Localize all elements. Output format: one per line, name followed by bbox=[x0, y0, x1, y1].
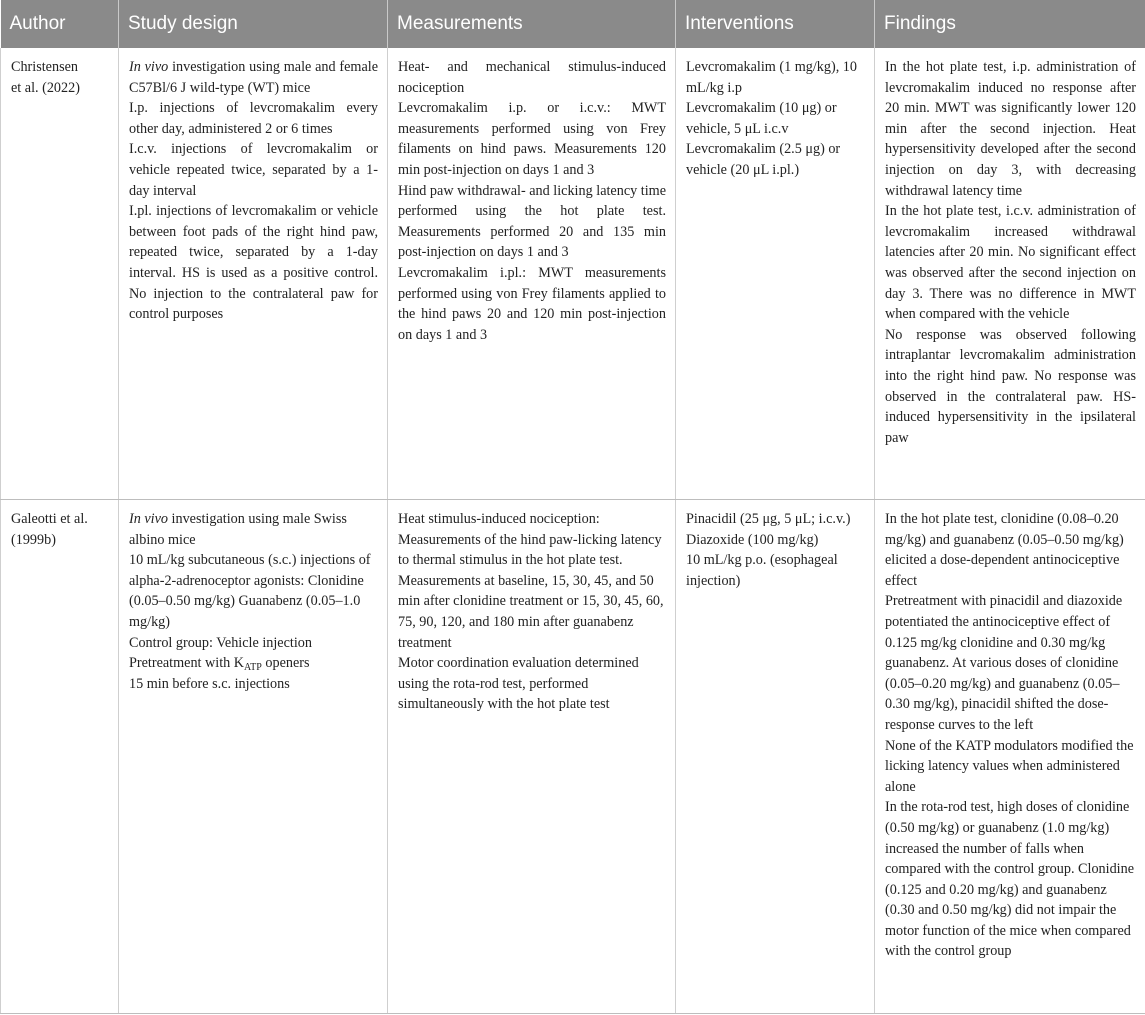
cell-author bbox=[1, 500, 119, 1014]
cell-measurements bbox=[388, 48, 676, 500]
cell-study-design bbox=[119, 500, 388, 1014]
measurement-line: Heat stimulus-induced nociception: Measurements of the hind paw-licking latency to thermal stimulus in the hot plate test. Measurements at baseline, 15, 30, 45, and 50 min after clonidine treatment or 15, 30, 45, 60, 75, 90, 120, and 180 min after guanabenz treatment bbox=[398, 511, 664, 651]
header-row bbox=[1, 0, 1145, 48]
measurement-line: Heat- and mechanical stimulus-induced nociception bbox=[398, 59, 666, 96]
intervention-line: Levcromakalim (2.5 μg) or vehicle (20 μL i.pl.) bbox=[686, 141, 841, 178]
finding-line: In the hot plate test, clonidine (0.08–0.20 mg/kg) and guanabenz (0.05–0.50 mg/kg) elicited a dose-dependent antinociceptive effect bbox=[885, 511, 1124, 589]
finding-line: In the rota-rod test, high doses of clonidine (0.50 mg/kg) or guanabenz (1.0 mg/kg) increased the number of falls when compared with the control group. Clonidine (0.125 and 0.20 mg/kg) and guanabenz (0.30 and 0.50 mg/kg) did not impair the motor function of the mice when compared with the control group bbox=[885, 799, 1135, 960]
in-vivo-label: In vivo bbox=[129, 59, 169, 75]
finding-line: In the hot plate test, i.p. administration of levcromakalim induced no response after 20 min. MWT was significantly lower 120 min after the second injection. Heat hypersensitivity developed after the second injection on day 3, with decreasing withdrawal latency time bbox=[885, 59, 1136, 199]
header-interventions: Interventions bbox=[676, 0, 875, 48]
cell-findings bbox=[875, 48, 1145, 500]
study-design-line: I.c.v. injections of levcromakalim or vehicle repeated twice, separated by a 1-day interval bbox=[129, 141, 378, 199]
katp-prefix: Pretreatment with K bbox=[129, 655, 245, 672]
header-study-design: Study design bbox=[119, 0, 388, 48]
in-vivo-label: In vivo bbox=[129, 511, 168, 527]
study-design-intro-text: investigation using male Swiss albino mice bbox=[129, 511, 347, 548]
finding-line: No response was observed following intraplantar levcromakalim administration into the right hind paw. No response was observed in the contralateral paw. HS-induced hypersensitivity in the ipsilateral paw bbox=[885, 326, 1136, 446]
intervention-line: Levcromakalim (1 mg/kg), 10 mL/kg i.p bbox=[686, 59, 857, 96]
intervention-line: Pinacidil (25 μg, 5 μL; i.c.v.) bbox=[686, 511, 851, 527]
study-design-line: I.p. injections of levcromakalim every other day, administered 2 or 6 times bbox=[129, 100, 378, 137]
study-design-line: Control group: Vehicle injection bbox=[129, 634, 312, 651]
katp-pretreatment-line bbox=[129, 653, 378, 674]
katp-suffix: openers bbox=[261, 655, 310, 672]
katp-subscript: ATP bbox=[244, 662, 262, 674]
header-measurements: Measurements bbox=[388, 0, 676, 48]
cell-findings bbox=[875, 500, 1145, 1014]
finding-line: In the hot plate test, i.c.v. administration of levcromakalim increased withdrawal latencies after 20 min. No significant effect was observed after the second injection on day 3. There was no difference in MWT when compared with the vehicle bbox=[885, 203, 1136, 323]
study-design-line: I.pl. injections of levcromakalim or vehicle between foot pads of the right hind paw, repeated twice, separated by a 1-day interval. HS is used as a positive control. No injection to the contralateral paw for control purposes bbox=[129, 203, 378, 323]
cell-interventions bbox=[676, 48, 875, 500]
cell-interventions bbox=[676, 500, 875, 1014]
measurement-line: Levcromakalim i.pl.: MWT measurements performed using von Frey filaments applied to the hind paws 20 and 120 min post-injection on days 1 and 3 bbox=[398, 264, 666, 343]
header-findings: Findings bbox=[875, 0, 1145, 48]
study-design-intro bbox=[129, 509, 378, 550]
author-line: Christensen bbox=[11, 59, 78, 75]
table-row bbox=[1, 500, 1145, 1014]
study-design-line: 15 min before s.c. injections bbox=[129, 675, 290, 692]
study-design-line: 10 mL/kg subcutaneous (s.c.) injections of alpha-2-adrenoceptor agonists: Clonidine (0.05–0.50 mg/kg) Guanabenz (0.05–1.0 mg/kg) bbox=[129, 552, 371, 630]
study-design-intro bbox=[129, 57, 378, 98]
cell-author bbox=[1, 48, 119, 500]
author-line: (1999b) bbox=[11, 531, 56, 548]
measurement-line: Levcromakalim i.p. or i.c.v.: MWT measurements performed using von Frey filaments on hind paws. Measurements 120 min post-injection on days 1 and 3 bbox=[398, 100, 666, 178]
header-author: Author bbox=[1, 0, 119, 48]
measurement-line: Motor coordination evaluation determined using the rota-rod test, performed simultaneously with the hot plate test bbox=[398, 655, 639, 713]
author-line: Galeotti et al. bbox=[11, 511, 88, 527]
measurement-line: Hind paw withdrawal- and licking latency time performed using the hot plate test. Measurements performed 20 and 135 min post-injection on days 1 and 3 bbox=[398, 182, 666, 261]
cell-measurements bbox=[388, 500, 676, 1014]
intervention-line: 10 mL/kg p.o. (esophageal injection) bbox=[686, 552, 838, 589]
table-row bbox=[1, 48, 1145, 500]
cell-study-design bbox=[119, 48, 388, 500]
intervention-line: Levcromakalim (10 μg) or vehicle, 5 μL i.c.v bbox=[686, 100, 837, 137]
intervention-line: Diazoxide (100 mg/kg) bbox=[686, 531, 819, 548]
author-line: et al. (2022) bbox=[11, 79, 80, 96]
study-design-intro-text: investigation using male and female C57Bl/6 J wild-type (WT) mice bbox=[129, 59, 379, 96]
finding-line: Pretreatment with pinacidil and diazoxide potentiated the antinociceptive effect of 0.125 mg/kg clonidine and 0.30 mg/kg guanabenz. At various doses of clonidine (0.05–0.20 mg/kg) and guanabenz (0.05–0.30 mg/kg), pinacidil shifted the dose-response curves to the left bbox=[885, 593, 1123, 733]
finding-line: None of the KATP modulators modified the licking latency values when administered alone bbox=[885, 737, 1134, 795]
